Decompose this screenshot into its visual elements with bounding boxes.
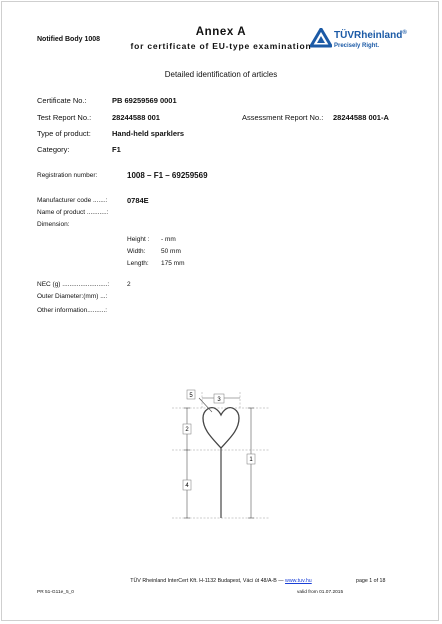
registration-value: 1008 – F1 – 69259569: [127, 171, 208, 180]
annex-subtitle: for certificate of EU-type examination: [130, 41, 312, 51]
nec-label: NEC (g) .........................:: [37, 281, 110, 288]
product-name-label: Name of product ...........:: [37, 209, 109, 216]
drawing-label-5: 5: [189, 393, 193, 399]
tuv-triangle-logo-icon: [310, 28, 332, 48]
manufacturer-code-label: Manufacturer code .......:: [37, 197, 108, 204]
valid-from: valid from 01.07.2015: [297, 590, 344, 595]
footer-company: TÜV Rheinland InterCert Kft. H-1132 Budapest, Váci út 48/A-B —: [130, 578, 284, 584]
drawing-label-3: 3: [217, 397, 221, 403]
heart-outline: [203, 408, 239, 448]
certificate-value: PB 69259569 0001: [112, 96, 177, 105]
section-title: Detailed identification of articles: [164, 70, 278, 79]
assessment-report-value: 28244588 001-A: [333, 113, 389, 122]
type-label: Type of product:: [37, 129, 91, 138]
registration-label: Registration number:: [37, 172, 98, 179]
width-label: Width:: [127, 248, 146, 255]
annex-title: Annex A: [195, 26, 247, 38]
footer-website-link[interactable]: www.tuv.hu: [285, 578, 312, 584]
logo-wordmark: [334, 30, 407, 41]
test-report-value: 28244588 001: [112, 113, 160, 122]
length-value: 175 mm: [161, 260, 185, 267]
form-code: PR 51-G11e_5_0: [37, 590, 74, 595]
nec-value: 2: [127, 281, 131, 288]
manufacturer-code-value: 0784E: [127, 196, 149, 205]
drawing-label-4: 4: [185, 483, 189, 489]
sparkler-dimension-drawing: [166, 384, 276, 524]
length-label: Length:: [127, 260, 149, 267]
category-value: F1: [112, 145, 121, 154]
logo-registered-mark: ®: [402, 30, 407, 36]
test-report-label: Test Report No.:: [37, 113, 92, 122]
height-value: - mm: [161, 236, 176, 243]
width-value: 50 mm: [161, 248, 181, 255]
dimension-label: Dimension:: [37, 221, 70, 228]
notified-body-label: Notified Body 1008: [37, 36, 101, 43]
drawing-label-1: 1: [249, 457, 253, 463]
outer-diameter-label: Outer Diameter:(mm) ...:: [37, 293, 108, 300]
category-label: Category:: [37, 145, 70, 154]
assessment-report-label: Assessment Report No.:: [242, 113, 324, 122]
other-information-label: Other information..........:: [37, 307, 108, 314]
logo-name-text: TÜVRheinland: [334, 30, 403, 41]
page-number: page 1 of 18: [356, 578, 386, 584]
logo-tagline: Precisely Right.: [334, 43, 380, 49]
type-value: Hand-held sparklers: [112, 129, 185, 138]
height-label: Height :: [127, 236, 150, 243]
drawing-label-2: 2: [185, 427, 189, 433]
certificate-label: Certificate No.:: [37, 96, 87, 105]
